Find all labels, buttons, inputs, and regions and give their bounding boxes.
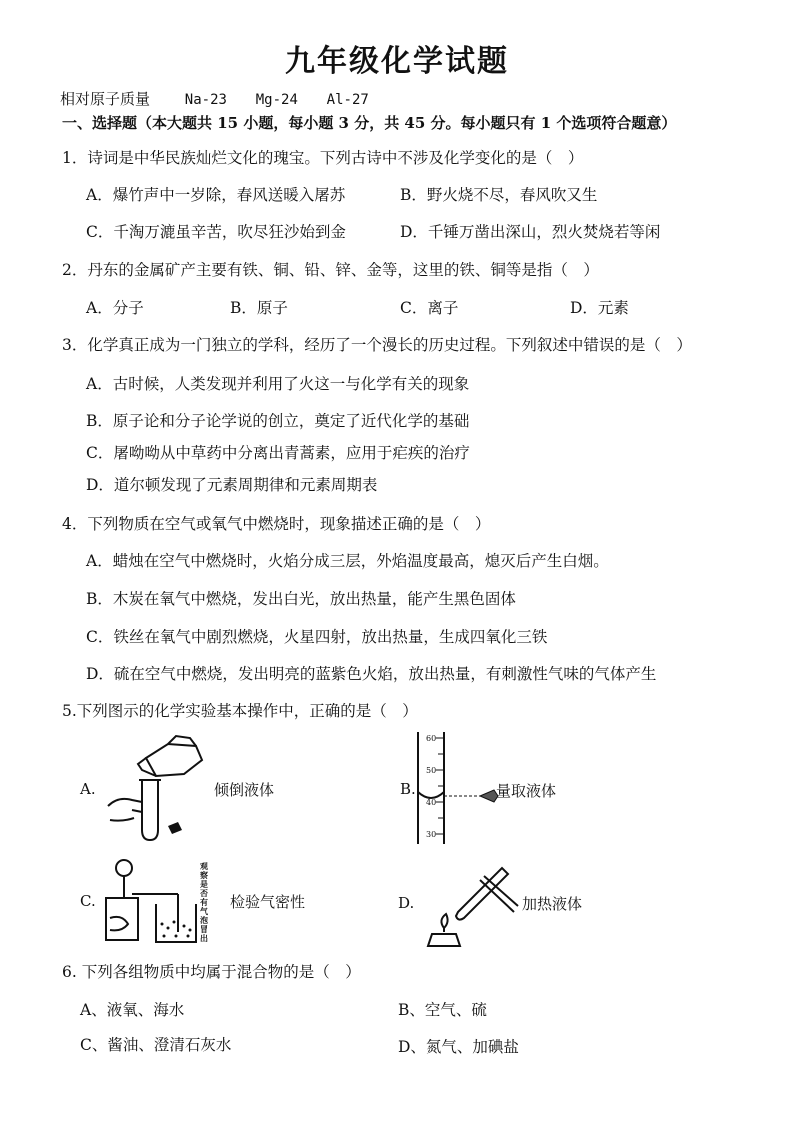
- hand-icon: [110, 917, 128, 931]
- question-3-stem: 3．化学真正成为一门独立的学科，经历了一个漫长的历史过程。下列叙述中错误的是（ ）: [62, 336, 692, 354]
- atomic-mass-label: 相对原子质量: [60, 90, 151, 108]
- question-2-option-a: A．分子: [86, 299, 144, 317]
- question-1-stem: 1．诗词是中华民族灿烂文化的瑰宝。下列古诗中不涉及化学变化的是（ ）: [62, 149, 584, 167]
- airtight-check-figure: [98, 858, 202, 944]
- question-3-option-c: C．屠呦呦从中草药中分离出青蒿素，应用于疟疾的治疗: [86, 444, 470, 462]
- test-tube-icon: [139, 780, 161, 840]
- heat-liquid-figure: [418, 856, 522, 948]
- question-3-option-a: A．古时候，人类发现并利用了火这一与化学有关的现象: [86, 375, 470, 393]
- tick-60: 60: [426, 734, 437, 743]
- question-4-option-a: A．蜡烛在空气中燃烧时，火焰分成三层，外焰温度最高，熄灭后产生白烟。: [86, 552, 609, 570]
- atomic-mass-line: [60, 88, 393, 109]
- tick-50: 50: [426, 766, 437, 775]
- figure-a-letter: A.: [80, 780, 96, 798]
- tick-30: 30: [426, 830, 437, 839]
- question-6-option-b: B、空气、硫: [398, 1001, 487, 1019]
- question-6-option-c: C、酱油、澄清石灰水: [80, 1036, 232, 1054]
- observe-bubbles-note: 观察是否有气泡冒出: [200, 861, 208, 943]
- question-2-option-c: C．离子: [400, 299, 459, 317]
- question-4-stem: 4．下列物质在空气或氧气中燃烧时，现象描述正确的是（ ）: [62, 515, 491, 533]
- figure-b-label: 量取液体: [496, 782, 557, 800]
- question-1-option-d: D．千锤万凿出深山，烈火焚烧若等闲: [400, 223, 661, 241]
- cylinder-ticks: [436, 738, 444, 834]
- figure-d-label: 加热液体: [522, 895, 583, 913]
- question-4-option-d: D．硫在空气中燃烧，发出明亮的蓝紫色火焰，放出热量，有刺激性气味的气体产生: [86, 665, 657, 683]
- question-3-option-b: B．原子论和分子论学说的创立，奠定了近代化学的基础: [86, 412, 470, 430]
- question-1-option-c: C．千淘万漉虽辛苦，吹尽狂沙始到金: [86, 223, 346, 241]
- bubbles-icon: [161, 921, 192, 938]
- question-1-option-b: B．野火烧不尽，春风吹又生: [400, 186, 598, 204]
- question-2-stem: 2．丹东的金属矿产主要有铁、铜、铅、锌、金等，这里的铁、铜等是指（ ）: [62, 261, 599, 279]
- alcohol-lamp-icon: [428, 914, 460, 946]
- figure-b-letter: B.: [400, 780, 416, 798]
- figure-d-letter: D.: [398, 894, 415, 912]
- question-3-option-d: D．道尔顿发现了元素周期律和元素周期表: [86, 476, 378, 494]
- section-heading: 一、选择题（本大题共 15 小题，每小题 3 分，共 45 分。每小题只有 1 个选项符合题意）: [62, 114, 677, 132]
- graduated-cylinder-figure: [414, 730, 504, 846]
- figure-c-letter: C.: [80, 892, 96, 910]
- question-6-option-d: D、氮气、加碘盐: [398, 1038, 519, 1056]
- question-4-option-c: C．铁丝在氧气中剧烈燃烧，火星四射，放出热量，生成四氧化三铁: [86, 628, 548, 646]
- test-tube-icon: [456, 868, 508, 920]
- tick-40: 40: [426, 798, 437, 807]
- exam-title: 九年级化学试题: [285, 44, 509, 79]
- question-6-stem: 6. 下列各组物质中均属于混合物的是（ ）: [62, 963, 361, 981]
- figure-a-label: 倾倒液体: [214, 781, 275, 799]
- question-6-option-a: A、液氧、海水: [80, 1001, 185, 1019]
- cylinder-icon: [418, 732, 444, 844]
- reagent-bottle-icon: [138, 736, 202, 776]
- atomic-mass-na: Na-23: [184, 92, 227, 108]
- hand-icon: [108, 799, 142, 821]
- figure-c-label: 检验气密性: [230, 893, 306, 911]
- atomic-mass-al: Al-27: [326, 92, 369, 108]
- pour-liquid-figure: [98, 730, 218, 850]
- question-5-stem: 5.下列图示的化学实验基本操作中，正确的是（ ）: [62, 702, 418, 720]
- stopper-icon: [168, 822, 182, 834]
- question-4-option-b: B．木炭在氧气中燃烧，发出白光，放出热量，能产生黑色固体: [86, 590, 516, 608]
- tube-holder-icon: [480, 876, 518, 912]
- atomic-mass-mg: Mg-24: [255, 92, 298, 108]
- question-2-option-d: D．元素: [570, 299, 629, 317]
- question-2-option-b: B．原子: [230, 299, 288, 317]
- question-1-option-a: A．爆竹声中一岁除，春风送暖入屠苏: [86, 186, 346, 204]
